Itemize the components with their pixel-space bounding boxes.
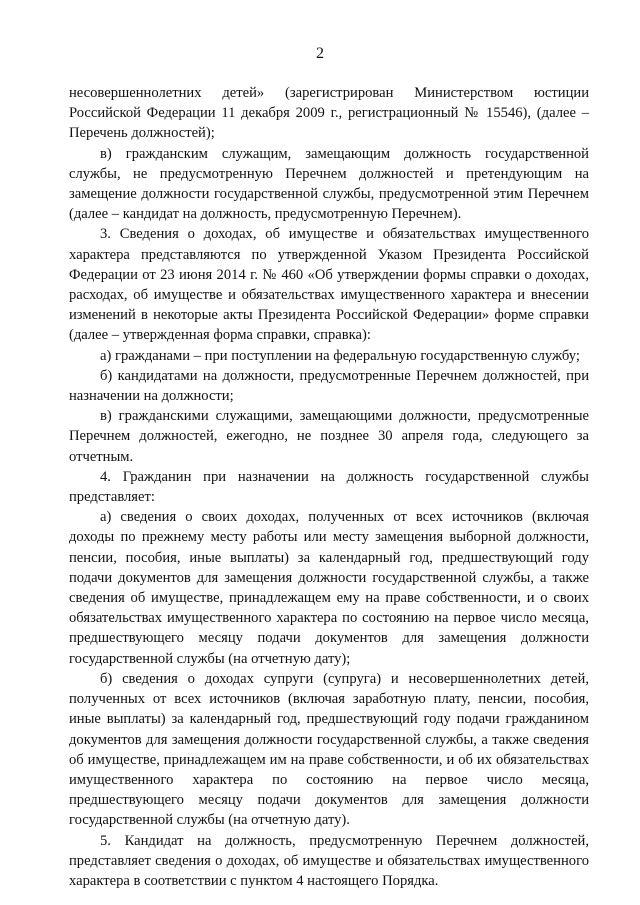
page-number: 2	[316, 45, 324, 62]
paragraph-section-5: 5. Кандидат на должность, предусмотренную Перечнем должностей, представляет сведения о доходах, об имуществе и обязательствах имущественного характера в соответствии с пунктом 4 настоящего Порядка.	[69, 832, 589, 889]
paragraph-item-b-candidates: б) кандидатами на должности, предусмотренные Перечнем должностей, при назначении на должности;	[69, 367, 589, 405]
document-body	[69, 83, 589, 891]
paragraph-item-b-spouse-income: б) сведения о доходах супруги (супруга) и несовершеннолетних детей, полученных от всех источников (включая заработную плату, пенсии, пособия, иные выплаты) за календарный год, предшествующий году подачи гражданином документов для замещения должности государственной службы, а также сведения об имуществе, принадлежащем им на праве собственности, и об их обязательствах имущественного характера по состоянию на первое число месяца, предшествующего месяцу подачи документов для замещения должности государственной службы (на отчетную дату).	[69, 670, 589, 829]
paragraph-item-a-own-income: а) сведения о своих доходах, полученных от всех источников (включая доходы по прежнему месту работы или месту замещения выборной должности, пенсии, пособия, иные выплаты) за календарный год, предшествующий году подачи документов для замещения должности государственной службы, а также сведения об имуществе, принадлежащем ему на праве собственности, и о своих обязательствах имущественного характера по состоянию на первое число месяца, предшествующего месяцу подачи документов для замещения должности государственной службы (на отчетную дату);	[69, 509, 589, 667]
paragraph-item-v-civil-servants: в) гражданским служащим, замещающим должность государственной службы, не предусмотренную Перечнем должностей и претендующим на замещение должности государственной службы, предусмотренной этим Перечнем (далее – кандидат на должность, предусмотренную Перечнем).	[69, 145, 589, 223]
paragraph-item-a-citizens: а) гражданами – при поступлении на федеральную государственную службу;	[100, 347, 580, 364]
paragraph-continuation: несовершеннолетних детей» (зарегистрирован Министерством юстиции Российской Федерации 11 декабря 2009 г., регистрационный № 15546), (далее – Перечень должностей);	[69, 85, 589, 142]
paragraph-section-3: 3. Сведения о доходах, об имуществе и обязательствах имущественного характера представляются по утвержденной Указом Президента Российской Федерации от 23 июня 2014 г. № 460 «Об утверждении формы справки о доходах, расходах, об имуществе и обязательствах имущественного характера и внесении изменений в некоторые акты Президента Российской Федерации» форме справки (далее – утвержденная форма справки, справка):	[69, 226, 589, 344]
paragraph-item-v-annually: в) гражданскими служащими, замещающими должности, предусмотренные Перечнем должностей, ежегодно, не позднее 30 апреля года, следующего за отчетным.	[69, 408, 589, 465]
paragraph-section-4: 4. Гражданин при назначении на должность государственной службы представляет:	[69, 468, 589, 506]
